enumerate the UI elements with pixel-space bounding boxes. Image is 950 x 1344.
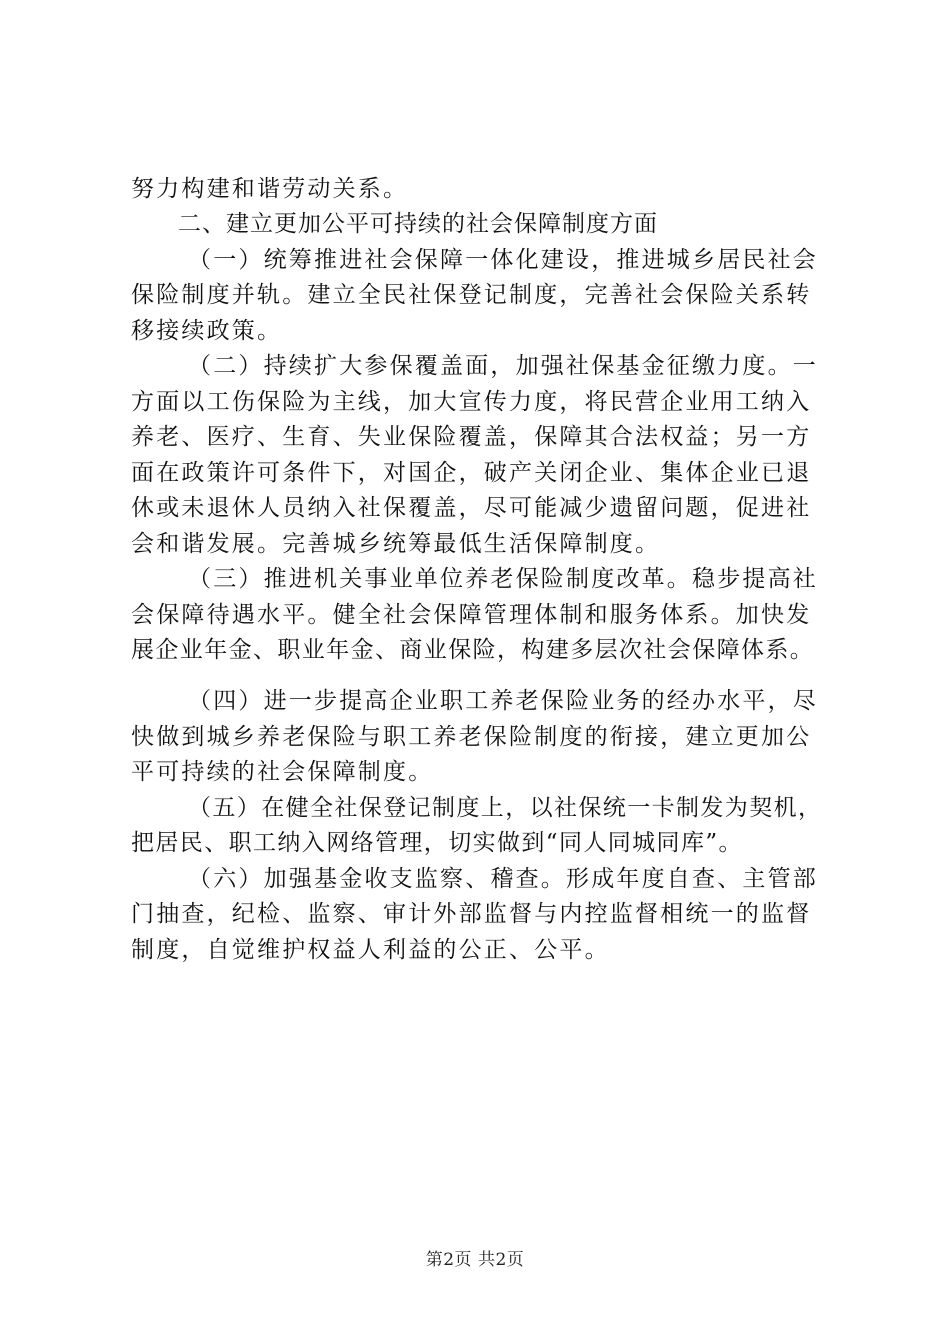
body-line: （四）进一步提高企业职工养老保险业务的经办水平，尽 [188,688,818,714]
body-line: 努力构建和谐劳动关系。 [131,176,409,202]
body-line: 面在政策许可条件下，对国企，破产关闭企业、集体企业已退 [131,460,812,486]
body-line: 会和谐发展。完善城乡统筹最低生活保障制度。 [131,531,661,557]
body-line: 展企业年金、职业年金、商业保险，构建多层次社会保障体系。 [131,637,815,663]
body-line: 移接续政策。 [131,318,283,344]
body-line: 平可持续的社会保障制度。 [131,759,434,785]
body-line: 把居民、职工纳入网络管理，切实做到“同人同城同库”。 [131,830,743,856]
body-line: 休或未退休人员纳入社保覆盖，尽可能减少遗留问题，促进社 [131,495,812,521]
body-line: 保险制度并轨。建立全民社保登记制度，完善社会保险关系转 [131,282,812,308]
body-line: 会保障待遇水平。健全社会保障管理体制和服务体系。加快发 [131,602,812,628]
body-line: 制度，自觉维护权益人利益的公正、公平。 [131,937,610,963]
body-line: （二）持续扩大参保覆盖面，加强社保基金征缴力度。一 [188,353,818,379]
page-footer: 第2页 共2页 [425,1250,525,1270]
body-line: 门抽查，纪检、监察、审计外部监督与内控监督相统一的监督 [131,901,812,927]
body-line: （一）统筹推进社会保障一体化建设，推进城乡居民社会 [188,247,818,273]
body-line: （五）在健全社保登记制度上，以社保统一卡制发为契机， [188,795,823,821]
body-line: （三）推进机关事业单位养老保险制度改革。稳步提高社 [188,566,818,592]
section-heading: 二、建立更加公平可持续的社会保障制度方面 [178,211,658,237]
body-line: 快做到城乡养老保险与职工养老保险制度的衔接，建立更加公 [131,724,812,750]
body-line: 养老、医疗、生育、失业保险覆盖，保障其合法权益；另一方 [131,424,812,450]
body-line: 方面以工伤保险为主线，加大宣传力度，将民营企业用工纳入 [131,389,812,415]
body-line: （六）加强基金收支监察、稽查。形成年度自查、主管部 [188,866,818,892]
